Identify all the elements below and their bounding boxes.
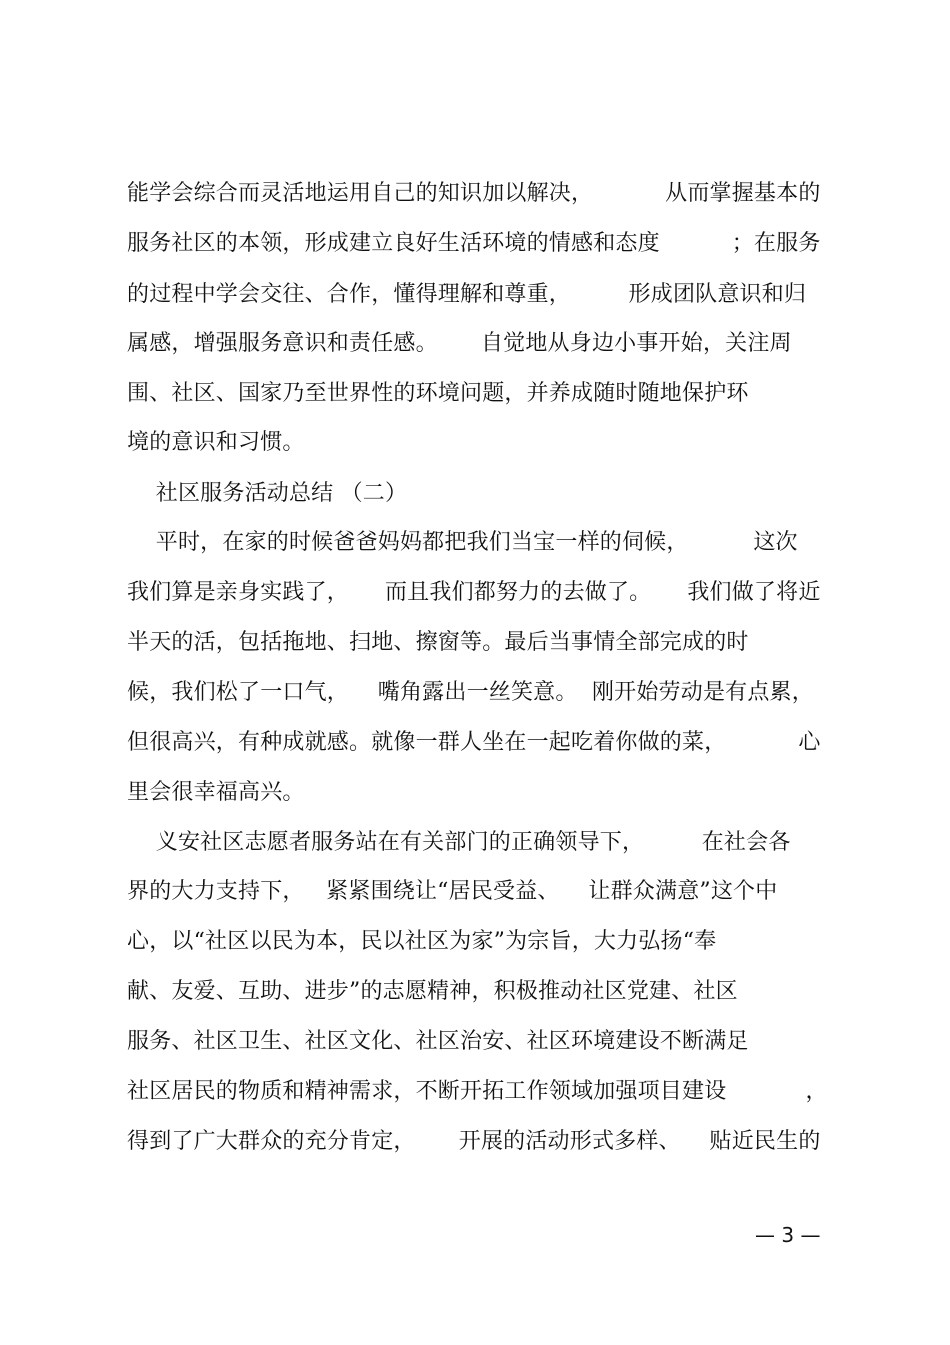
text-line: 献、友爱、互助、进步”的志愿精神，积极推动社区党建、社区 — [127, 979, 738, 1004]
text-line: 界的大力支持下， 紧紧围绕让“居民受益、 让群众满意”这个中 — [127, 879, 778, 904]
text-line: 候，我们松了一口气， 嘴角露出一丝笑意。 刚开始劳动是有点累， — [127, 680, 814, 705]
text-line: 属感，增强服务意识和责任感。 自觉地从身边小事开始，关注周 — [127, 331, 792, 356]
text-line: 里会很幸福高兴。 — [127, 780, 305, 805]
text-line: 围、社区、国家乃至世界性的环境问题，并养成随时随地保护环 — [127, 381, 749, 406]
text-line: 得到了广大群众的充分肯定， 开展的活动形式多样、 贴近民生的 — [127, 1129, 821, 1154]
text-line: 的过程中学会交往、合作，懂得理解和尊重， 形成团队意识和归 — [127, 282, 807, 307]
text-line: 社区居民的物质和精神需求，不断开拓工作领域加强项目建设 ， — [127, 1079, 828, 1104]
text-line: 心，以“社区以民为本，民以社区为家”为宗旨，大力弘扬“奉 — [127, 929, 717, 954]
text-line: 义安社区志愿者服务站在有关部门的正确领导下， 在社会各 — [127, 830, 791, 855]
text-line: 我们算是亲身实践了， 而且我们都努力的去做了。 我们做了将近 — [127, 580, 821, 605]
text-line: 半天的活，包括拖地、扫地、擦窗等。最后当事情全部完成的时 — [127, 630, 749, 655]
page-number: — 3 — — [755, 1223, 821, 1247]
text-line: 境的意识和习惯。 — [127, 430, 305, 455]
section-heading: 社区服务活动总结 （二） — [127, 481, 408, 506]
text-line: 平时，在家的时候爸爸妈妈都把我们当宝一样的伺候， 这次 — [127, 530, 798, 555]
text-line: 但很高兴，有种成就感。就像一群人坐在一起吃着你做的菜， 心 — [127, 730, 821, 755]
text-line: 服务社区的本领，形成建立良好生活环境的情感和态度 ；在服务 — [127, 231, 821, 256]
text-line: 服务、社区卫生、社区文化、社区治安、社区环境建设不断满足 — [127, 1029, 749, 1054]
text-line: 能学会综合而灵活地运用自己的知识加以解决， 从而掌握基本的 — [127, 181, 821, 206]
